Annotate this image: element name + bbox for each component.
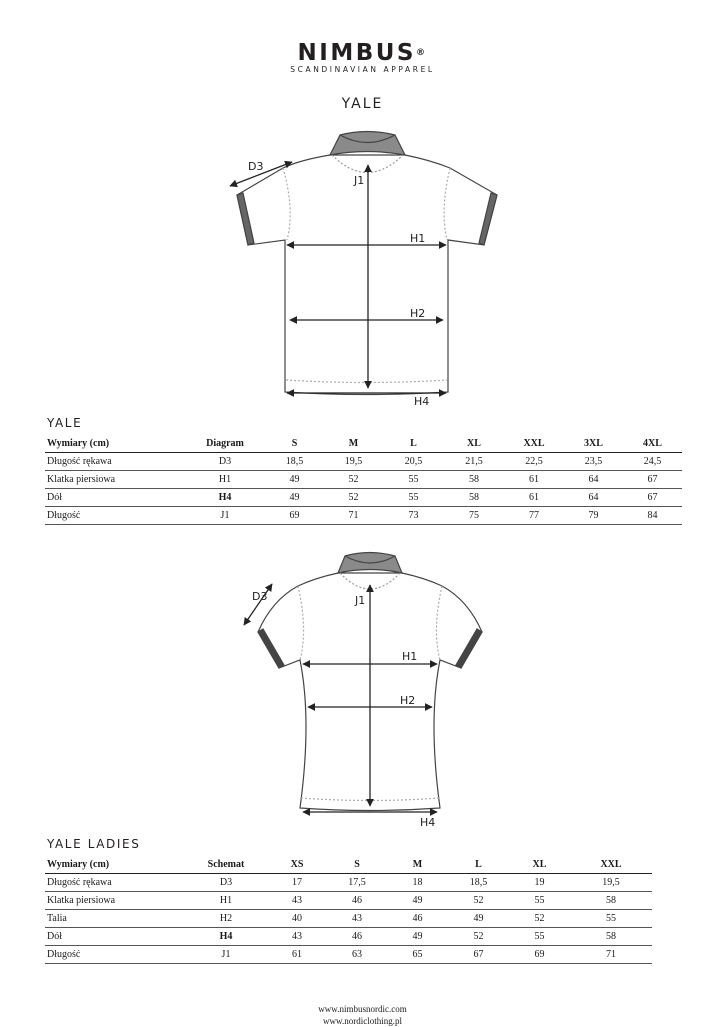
col-header: L — [383, 435, 444, 453]
label-j1: J1 — [354, 174, 365, 187]
row-code: D3 — [185, 874, 267, 892]
cell: 40 — [267, 910, 327, 928]
cell: 64 — [564, 489, 623, 507]
ladies-label-j1: J1 — [355, 594, 366, 607]
ladies-label-h4: H4 — [420, 816, 436, 829]
label-h2: H2 — [410, 307, 426, 320]
col-header: XXL — [570, 856, 652, 874]
mens-polo-diagram — [0, 0, 725, 410]
cell: 52 — [509, 910, 570, 928]
cell: 63 — [327, 946, 387, 964]
col-header: Schemat — [185, 856, 267, 874]
cell: 43 — [267, 892, 327, 910]
table-row — [45, 453, 682, 471]
row-label: Długość — [45, 507, 185, 525]
mens-size-table — [45, 435, 682, 525]
cell: 69 — [509, 946, 570, 964]
cell: 55 — [509, 892, 570, 910]
col-header: XXL — [504, 435, 564, 453]
cell: 77 — [504, 507, 564, 525]
cell: 58 — [570, 928, 652, 946]
col-header: XS — [267, 856, 327, 874]
cell: 61 — [504, 471, 564, 489]
col-header: 4XL — [623, 435, 682, 453]
cell: 46 — [327, 928, 387, 946]
table-row — [45, 946, 652, 964]
col-header: 3XL — [564, 435, 623, 453]
cell: 20,5 — [383, 453, 444, 471]
label-h1: H1 — [410, 232, 426, 245]
cell: 17 — [267, 874, 327, 892]
brand-name: NIMBUS — [297, 40, 416, 66]
row-label: Klatka piersiowa — [45, 892, 185, 910]
col-header: S — [327, 856, 387, 874]
footer — [0, 1003, 725, 1027]
cell: 69 — [265, 507, 324, 525]
row-label: Długość rękawa — [45, 874, 185, 892]
col-header: L — [448, 856, 509, 874]
table-header-row — [45, 856, 652, 874]
row-label: Dół — [45, 489, 185, 507]
cell: 49 — [387, 928, 448, 946]
ladies-label-h2: H2 — [400, 694, 416, 707]
row-code: D3 — [185, 453, 265, 471]
ladies-size-table — [45, 856, 652, 964]
row-code: H4 — [185, 928, 267, 946]
ladies-label-d3: D3 — [252, 590, 268, 603]
table-header-row — [45, 435, 682, 453]
brand-tagline: SCANDINAVIAN APPAREL — [290, 65, 435, 74]
col-header: Wymiary (cm) — [45, 856, 185, 874]
page-title: YALE — [341, 96, 384, 112]
col-header: Wymiary (cm) — [45, 435, 185, 453]
col-header: S — [265, 435, 324, 453]
cell: 55 — [570, 910, 652, 928]
cell: 49 — [448, 910, 509, 928]
cell: 61 — [267, 946, 327, 964]
cell: 18,5 — [448, 874, 509, 892]
col-header: M — [324, 435, 383, 453]
cell: 21,5 — [444, 453, 504, 471]
table-row — [45, 892, 652, 910]
row-code: H1 — [185, 892, 267, 910]
cell: 58 — [444, 471, 504, 489]
cell: 58 — [444, 489, 504, 507]
row-code: H1 — [185, 471, 265, 489]
cell: 24,5 — [623, 453, 682, 471]
cell: 19,5 — [324, 453, 383, 471]
cell: 52 — [324, 489, 383, 507]
cell: 58 — [570, 892, 652, 910]
registered-mark: ® — [415, 48, 428, 58]
cell: 52 — [324, 471, 383, 489]
cell: 49 — [265, 489, 324, 507]
cell: 17,5 — [327, 874, 387, 892]
cell: 19 — [509, 874, 570, 892]
cell: 18,5 — [265, 453, 324, 471]
label-d3: D3 — [248, 160, 264, 173]
cell: 71 — [570, 946, 652, 964]
cell: 67 — [623, 489, 682, 507]
table-row — [45, 471, 682, 489]
table-row — [45, 874, 652, 892]
row-code: H4 — [185, 489, 265, 507]
ladies-label-h1: H1 — [402, 650, 418, 663]
cell: 84 — [623, 507, 682, 525]
cell: 73 — [383, 507, 444, 525]
ladies-section-title: YALE LADIES — [47, 837, 141, 851]
cell: 61 — [504, 489, 564, 507]
table-row — [45, 507, 682, 525]
row-label: Klatka piersiowa — [45, 471, 185, 489]
footer-link-nimbus[interactable]: www.nimbusnordic.com — [318, 1004, 407, 1014]
cell: 22,5 — [504, 453, 564, 471]
cell: 71 — [324, 507, 383, 525]
col-header: XL — [509, 856, 570, 874]
col-header: XL — [444, 435, 504, 453]
cell: 43 — [327, 910, 387, 928]
cell: 46 — [327, 892, 387, 910]
cell: 55 — [509, 928, 570, 946]
row-code: J1 — [185, 946, 267, 964]
cell: 49 — [265, 471, 324, 489]
row-label: Talia — [45, 910, 185, 928]
cell: 23,5 — [564, 453, 623, 471]
cell: 67 — [623, 471, 682, 489]
col-header: Diagram — [185, 435, 265, 453]
table-row — [45, 489, 682, 507]
footer-link-nordiclothing[interactable]: www.nordiclothing.pl — [323, 1016, 402, 1026]
row-code: H2 — [185, 910, 267, 928]
row-label: Długość — [45, 946, 185, 964]
table-row — [45, 910, 652, 928]
row-label: Długość rękawa — [45, 453, 185, 471]
ladies-polo-diagram — [0, 545, 725, 835]
cell: 64 — [564, 471, 623, 489]
row-code: J1 — [185, 507, 265, 525]
row-label: Dół — [45, 928, 185, 946]
cell: 52 — [448, 892, 509, 910]
cell: 75 — [444, 507, 504, 525]
cell: 19,5 — [570, 874, 652, 892]
cell: 67 — [448, 946, 509, 964]
cell: 49 — [387, 892, 448, 910]
cell: 52 — [448, 928, 509, 946]
mens-section-title: YALE — [47, 416, 83, 430]
table-row — [45, 928, 652, 946]
cell: 55 — [383, 489, 444, 507]
cell: 65 — [387, 946, 448, 964]
cell: 55 — [383, 471, 444, 489]
cell: 43 — [267, 928, 327, 946]
cell: 46 — [387, 910, 448, 928]
cell: 79 — [564, 507, 623, 525]
cell: 18 — [387, 874, 448, 892]
col-header: M — [387, 856, 448, 874]
label-h4: H4 — [414, 395, 430, 408]
